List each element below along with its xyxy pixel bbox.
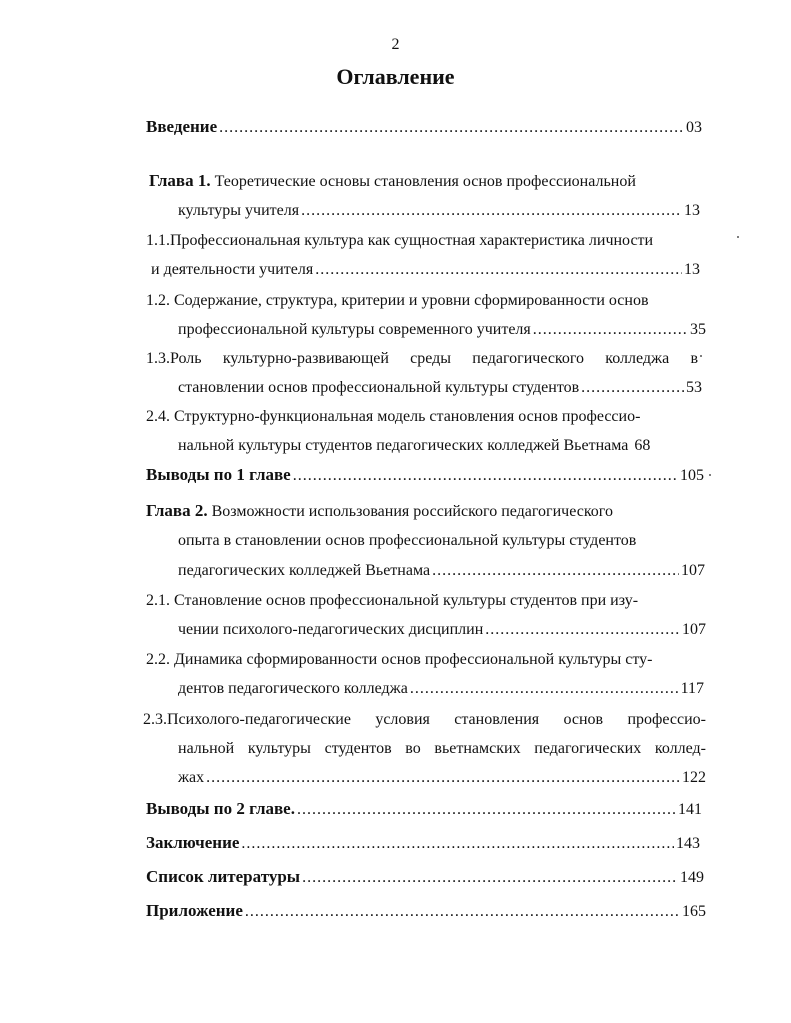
scan-speck bbox=[700, 355, 702, 357]
toc-page-number: 165 bbox=[682, 903, 706, 920]
toc-section-1-1-line1[interactable] bbox=[146, 231, 706, 251]
toc-page-number: 13 bbox=[684, 202, 700, 219]
chapter-title-text: Теоретические основы становления основ профессиональной bbox=[214, 173, 636, 190]
toc-section-1-2[interactable] bbox=[178, 320, 706, 340]
toc-leader-dots bbox=[315, 260, 682, 280]
chapter-label: Глава 2. bbox=[146, 501, 208, 520]
toc-section-1-3-line1[interactable] bbox=[146, 349, 698, 369]
toc-section-2-2[interactable] bbox=[178, 679, 704, 699]
toc-page-number: 143 bbox=[676, 835, 700, 852]
toc-page-number: 68 bbox=[634, 437, 651, 454]
toc-page-number: 117 bbox=[680, 680, 704, 697]
toc-entry-label: опыта в становлении основ профессиональной культуры студентов bbox=[178, 532, 637, 549]
toc-page-number: 03 bbox=[686, 119, 702, 136]
toc-leader-dots bbox=[245, 902, 680, 922]
toc-leader-dots bbox=[533, 320, 688, 340]
toc-entry-label: Выводы по 2 главе. bbox=[146, 799, 295, 818]
toc-entry-label: 1.3.Роль культурно-развивающей среды педагогического колледжа в bbox=[146, 350, 698, 367]
toc-entry-label: нальной культуры студентов педагогических колледжей Вьетнама bbox=[178, 437, 629, 454]
toc-page-number: 107 bbox=[681, 562, 705, 579]
toc-leader-dots bbox=[485, 620, 680, 640]
toc-entry-conclusions-ch2[interactable] bbox=[146, 799, 702, 820]
toc-section-2-3[interactable] bbox=[178, 768, 706, 788]
toc-entry-label: Заключение bbox=[146, 833, 240, 852]
toc-entry-label: профессиональной культуры современного учителя bbox=[178, 321, 531, 338]
toc-section-2-4-line1[interactable] bbox=[146, 407, 706, 427]
toc-leader-dots bbox=[410, 679, 679, 699]
toc-leader-dots bbox=[206, 768, 680, 788]
toc-section-2-4[interactable] bbox=[178, 436, 698, 456]
toc-section-1-3[interactable] bbox=[178, 378, 702, 398]
toc-section-2-1-line1[interactable] bbox=[146, 591, 702, 611]
toc-leader-dots bbox=[581, 378, 684, 398]
toc-chapter-2[interactable] bbox=[178, 561, 705, 581]
toc-leader-dots bbox=[432, 561, 679, 581]
toc-chapter-2-line2[interactable] bbox=[178, 531, 698, 551]
toc-chapter-2-line1 bbox=[146, 501, 613, 522]
toc-leader-dots bbox=[302, 868, 678, 888]
toc-entry-label: 2.3.Психолого-педагогические условия становления основ профессио- bbox=[143, 711, 706, 728]
scan-speck bbox=[709, 474, 711, 476]
toc-chapter-1-heading[interactable] bbox=[149, 171, 699, 192]
toc-leader-dots bbox=[301, 201, 682, 221]
toc-section-2-3-line2[interactable] bbox=[178, 739, 706, 759]
chapter-label: Глава 1. bbox=[149, 171, 211, 190]
toc-entry-label: дентов педагогического колледжа bbox=[178, 680, 408, 697]
chapter-title-text: Возможности использования российского педагогического bbox=[211, 503, 613, 520]
toc-section-2-3-line1[interactable] bbox=[143, 710, 706, 730]
toc-page-number: 107 bbox=[682, 621, 706, 638]
toc-entry-label: 1.1.Профессиональная культура как сущностная характеристика личности bbox=[146, 232, 654, 249]
toc-entry-label: культуры учителя bbox=[178, 202, 300, 219]
toc-entry-conclusions-ch1[interactable] bbox=[146, 465, 704, 486]
toc-leader-dots bbox=[219, 118, 684, 138]
toc-entry-label: чении психолого-педагогических дисциплин bbox=[178, 621, 484, 638]
toc-entry-label: Приложение bbox=[146, 901, 243, 920]
toc-chapter-1[interactable] bbox=[178, 201, 700, 221]
toc-page-number: 105 bbox=[680, 467, 704, 484]
toc-page-number: 35 bbox=[690, 321, 706, 338]
toc-entry-label: становлении основ профессиональной культуры студентов bbox=[178, 379, 580, 396]
toc-entry-label: 1.2. Содержание, структура, критерии и уровни сформированности основ bbox=[146, 292, 649, 309]
toc-page-number: 122 bbox=[682, 769, 706, 786]
toc-page-number: 53 bbox=[686, 379, 702, 396]
toc-leader-dots bbox=[293, 466, 678, 486]
toc-entry-conclusion[interactable] bbox=[146, 833, 700, 854]
toc-entry-intro[interactable] bbox=[146, 117, 702, 138]
toc-entry-label: Список литературы bbox=[146, 867, 301, 886]
page-number: 2 bbox=[391, 36, 400, 53]
toc-entry-label: жах bbox=[178, 769, 205, 786]
toc-entry-appendix[interactable] bbox=[146, 901, 706, 922]
toc-section-1-2-line1[interactable] bbox=[146, 291, 706, 311]
toc-entry-label: Введение bbox=[146, 117, 218, 136]
scan-speck bbox=[737, 236, 739, 238]
toc-leader-dots bbox=[297, 800, 676, 820]
toc-entry-label: Выводы по 1 главе bbox=[146, 465, 291, 484]
page-title: Оглавление bbox=[336, 64, 455, 89]
toc-entry-label: 2.1. Становление основ профессиональной культуры студентов при изу- bbox=[146, 592, 639, 609]
toc-section-2-1[interactable] bbox=[178, 620, 706, 640]
toc-leader-dots bbox=[241, 834, 674, 854]
toc-page-number: 149 bbox=[680, 869, 704, 886]
toc-page-number: 141 bbox=[678, 801, 702, 818]
toc-section-1-1[interactable] bbox=[151, 260, 700, 280]
toc-entry-label: 2.2. Динамика сформированности основ профессиональной культуры сту- bbox=[146, 651, 653, 668]
toc-entry-label: нальной культуры студентов во вьетнамских педагогических коллед- bbox=[178, 740, 706, 757]
toc-entry-references[interactable] bbox=[146, 867, 704, 888]
toc-entry-label: 2.4. Структурно-функциональная модель становления основ профессио- bbox=[146, 408, 641, 425]
toc-page-number: 13 bbox=[684, 261, 700, 278]
toc-section-2-2-line1[interactable] bbox=[146, 650, 702, 670]
toc-chapter-1-line1 bbox=[149, 171, 636, 192]
toc-chapter-2-heading[interactable] bbox=[146, 501, 686, 522]
toc-entry-label: и деятельности учителя bbox=[151, 261, 314, 278]
toc-entry-label: педагогических колледжей Вьетнама bbox=[178, 562, 431, 579]
